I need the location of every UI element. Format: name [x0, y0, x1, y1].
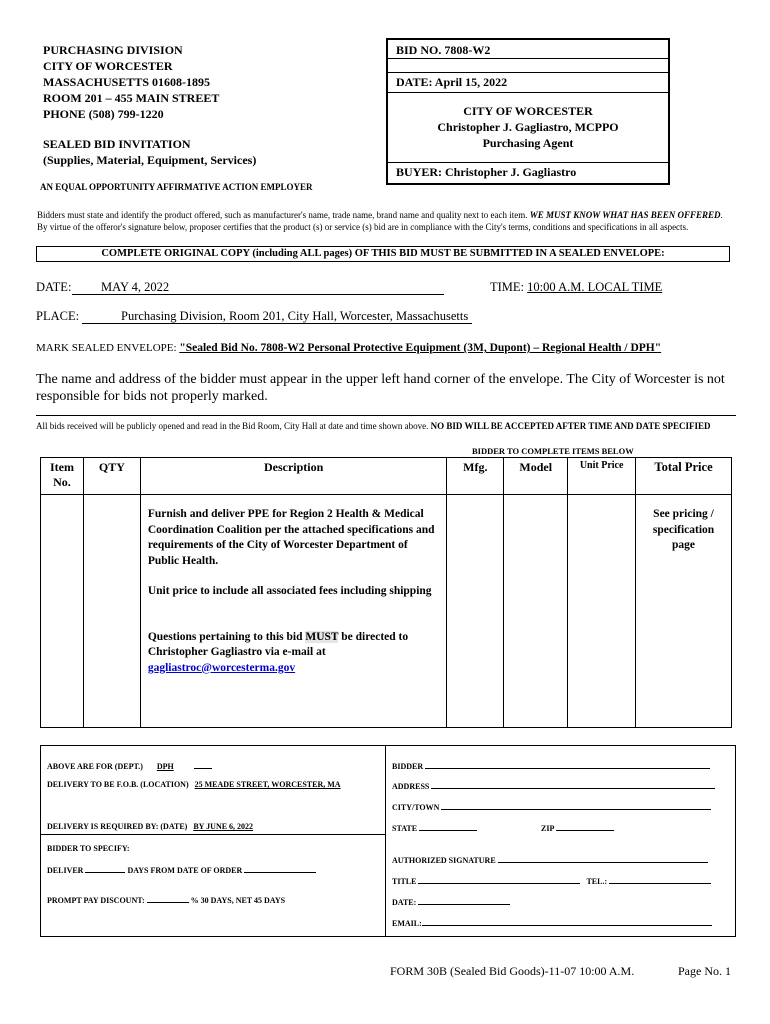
required-date: BY JUNE 6, 2022: [193, 822, 254, 831]
bidder-info-box: [40, 745, 736, 937]
qty-cell[interactable]: [83, 495, 140, 728]
bid-info-box: [386, 38, 670, 185]
bidder-row: BIDDER: [392, 760, 710, 771]
opening-time: TIME: 10:00 A.M. LOCAL TIME: [490, 280, 663, 294]
place-label: PLACE:: [36, 309, 80, 323]
org-line: MASSACHUSETTS 01608-1895: [43, 75, 211, 89]
agent-name: Christopher J. Gagliastro, MCPPO: [437, 120, 619, 134]
public-opening-note: All bids received will be publicly opened and read in the Bid Room, City Hall at date and time shown above. NO BID WILL BE ACCEPTED AFTER TIME AND DATE SPECIFIED: [36, 421, 711, 431]
deliver-days-field[interactable]: [85, 864, 125, 873]
org-line: CITY OF WORCESTER: [43, 59, 173, 73]
opening-place: Purchasing Division, Room 201, City Hall, Worcester, Massachusetts: [121, 309, 469, 323]
description-questions: Questions pertaining to this bid MUST be directed to Christopher Gagliastro via e-mail at: [147, 630, 409, 658]
invitation-subtitle: (Supplies, Material, Equipment, Services): [43, 153, 257, 167]
page-number: Page No. 1: [678, 964, 731, 978]
tel-field[interactable]: [609, 875, 711, 884]
title-tel-row: TITLE TEL.:: [392, 875, 711, 886]
signature-field[interactable]: [498, 854, 708, 863]
city-name: CITY OF WORCESTER: [463, 104, 593, 118]
date-field[interactable]: [418, 896, 510, 905]
address-field[interactable]: [431, 780, 715, 789]
address-row: ADDRESS: [392, 780, 715, 791]
zip-field[interactable]: [556, 822, 614, 831]
header-model: Model: [504, 458, 568, 495]
deliver-days-row: DELIVER DAYS FROM DATE OF ORDER: [47, 864, 316, 875]
city-field[interactable]: [441, 801, 711, 810]
state-zip-row: STATE ZIP: [392, 822, 614, 833]
prompt-pay-field[interactable]: [147, 894, 189, 903]
email-field[interactable]: [422, 917, 712, 926]
header-unit-price: Unit Price: [568, 458, 636, 495]
agent-title: Purchasing Agent: [482, 136, 574, 150]
eeo-statement: AN EQUAL OPPORTUNITY AFFIRMATIVE ACTION EMPLOYER: [40, 182, 313, 192]
org-line: PURCHASING DIVISION: [43, 43, 183, 57]
sealed-copy-banner: COMPLETE ORIGINAL COPY (including ALL pages) OF THIS BID MUST BE SUBMITTED IN A SEALED ENVELOPE:: [36, 246, 730, 262]
bidder-notice: Bidders must state and identify the product offered, such as manufacturer's name, trade name, brand name and quality next to each item. WE MUST KNOW WHAT HAS BEEN OFFERED. By virtue of the offeror's signature below, proposer certifies that the product (s) or service (s) bid are in compliance with the City's terms, conditions and specifications in all aspects.: [37, 210, 723, 232]
header-description: Description: [140, 458, 447, 495]
header-total-price: Total Price: [636, 458, 732, 495]
header-qty: QTY: [83, 458, 140, 495]
opening-date: MAY 4, 2022: [101, 280, 170, 294]
signature-row: AUTHORIZED SIGNATURE: [392, 854, 708, 865]
envelope-note: The name and address of the bidder must appear in the upper left hand corner of the envelope. The City of Worcester is not responsible for bids not properly marked.: [36, 372, 725, 404]
buyer: BUYER: Christopher J. Gagliastro: [396, 165, 577, 179]
description-cell: [140, 495, 447, 728]
unit-price-cell[interactable]: [568, 495, 636, 728]
header-mfg: Mfg.: [447, 458, 504, 495]
deliver-extra-field[interactable]: [244, 864, 316, 873]
bidder-complete-note: BIDDER TO COMPLETE ITEMS BELOW: [472, 446, 634, 456]
bidder-field[interactable]: [425, 760, 710, 769]
description-scope: Furnish and deliver PPE for Region 2 Health & Medical Coordination Coalition per the attached specifications and requirements of the City of Worcester Department of Public Health.: [147, 508, 435, 567]
description-pricing: Unit price to include all associated fees including shipping: [147, 585, 432, 597]
bid-number: BID NO. 7808-W2: [396, 43, 491, 57]
mfg-cell[interactable]: [447, 495, 504, 728]
bid-items-table: [40, 457, 732, 728]
required-row: DELIVERY IS REQUIRED BY: (DATE) BY JUNE 6, 2022: [47, 822, 267, 831]
fob-value: 25 MEADE STREET, WORCESTER, MA: [194, 780, 341, 789]
contact-email-link[interactable]: gagliastroc@worcesterma.gov: [147, 661, 296, 674]
dept-row: ABOVE ARE FOR (DEPT.) DPH: [47, 760, 212, 771]
state-field[interactable]: [419, 822, 477, 831]
fob-row: DELIVERY TO BE F.O.B. (LOCATION) 25 MEADE STREET, WORCESTER, MA: [47, 780, 341, 789]
title-field[interactable]: [418, 875, 580, 884]
mark-envelope: MARK SEALED ENVELOPE: "Sealed Bid No. 7808-W2 Personal Protective Equipment (3M, Dupont) – Regional Health / DPH": [36, 342, 662, 354]
email-row: EMAIL:: [392, 917, 712, 928]
bid-date: DATE: April 15, 2022: [396, 75, 508, 89]
total-price-cell: See pricing / specification page: [636, 495, 732, 728]
org-line: PHONE (508) 799-1220: [43, 107, 164, 121]
form-number: FORM 30B (Sealed Bid Goods)-11-07 10:00 A.M.: [390, 964, 635, 978]
model-cell[interactable]: [504, 495, 568, 728]
opening-date-label: DATE:: [36, 280, 72, 294]
city-row: CITY/TOWN: [392, 801, 711, 812]
date-row: DATE:: [392, 896, 510, 907]
dept-value: DPH: [156, 762, 174, 771]
prompt-pay-row: PROMPT PAY DISCOUNT: % 30 DAYS, NET 45 DAYS: [47, 896, 286, 905]
header-item-no: Item No.: [41, 458, 84, 495]
must-know-emphasis: WE MUST KNOW WHAT HAS BEEN OFFERED: [529, 210, 721, 220]
org-line: ROOM 201 – 455 MAIN STREET: [43, 91, 220, 105]
invitation-title: SEALED BID INVITATION: [43, 137, 191, 151]
item-no-cell[interactable]: [41, 495, 84, 728]
purchasing-header: [43, 42, 256, 168]
envelope-marking: "Sealed Bid No. 7808-W2 Personal Protective Equipment (3M, Dupont) – Regional Health / DPH": [179, 342, 662, 354]
bidder-specify: BIDDER TO SPECIFY:: [47, 844, 130, 853]
